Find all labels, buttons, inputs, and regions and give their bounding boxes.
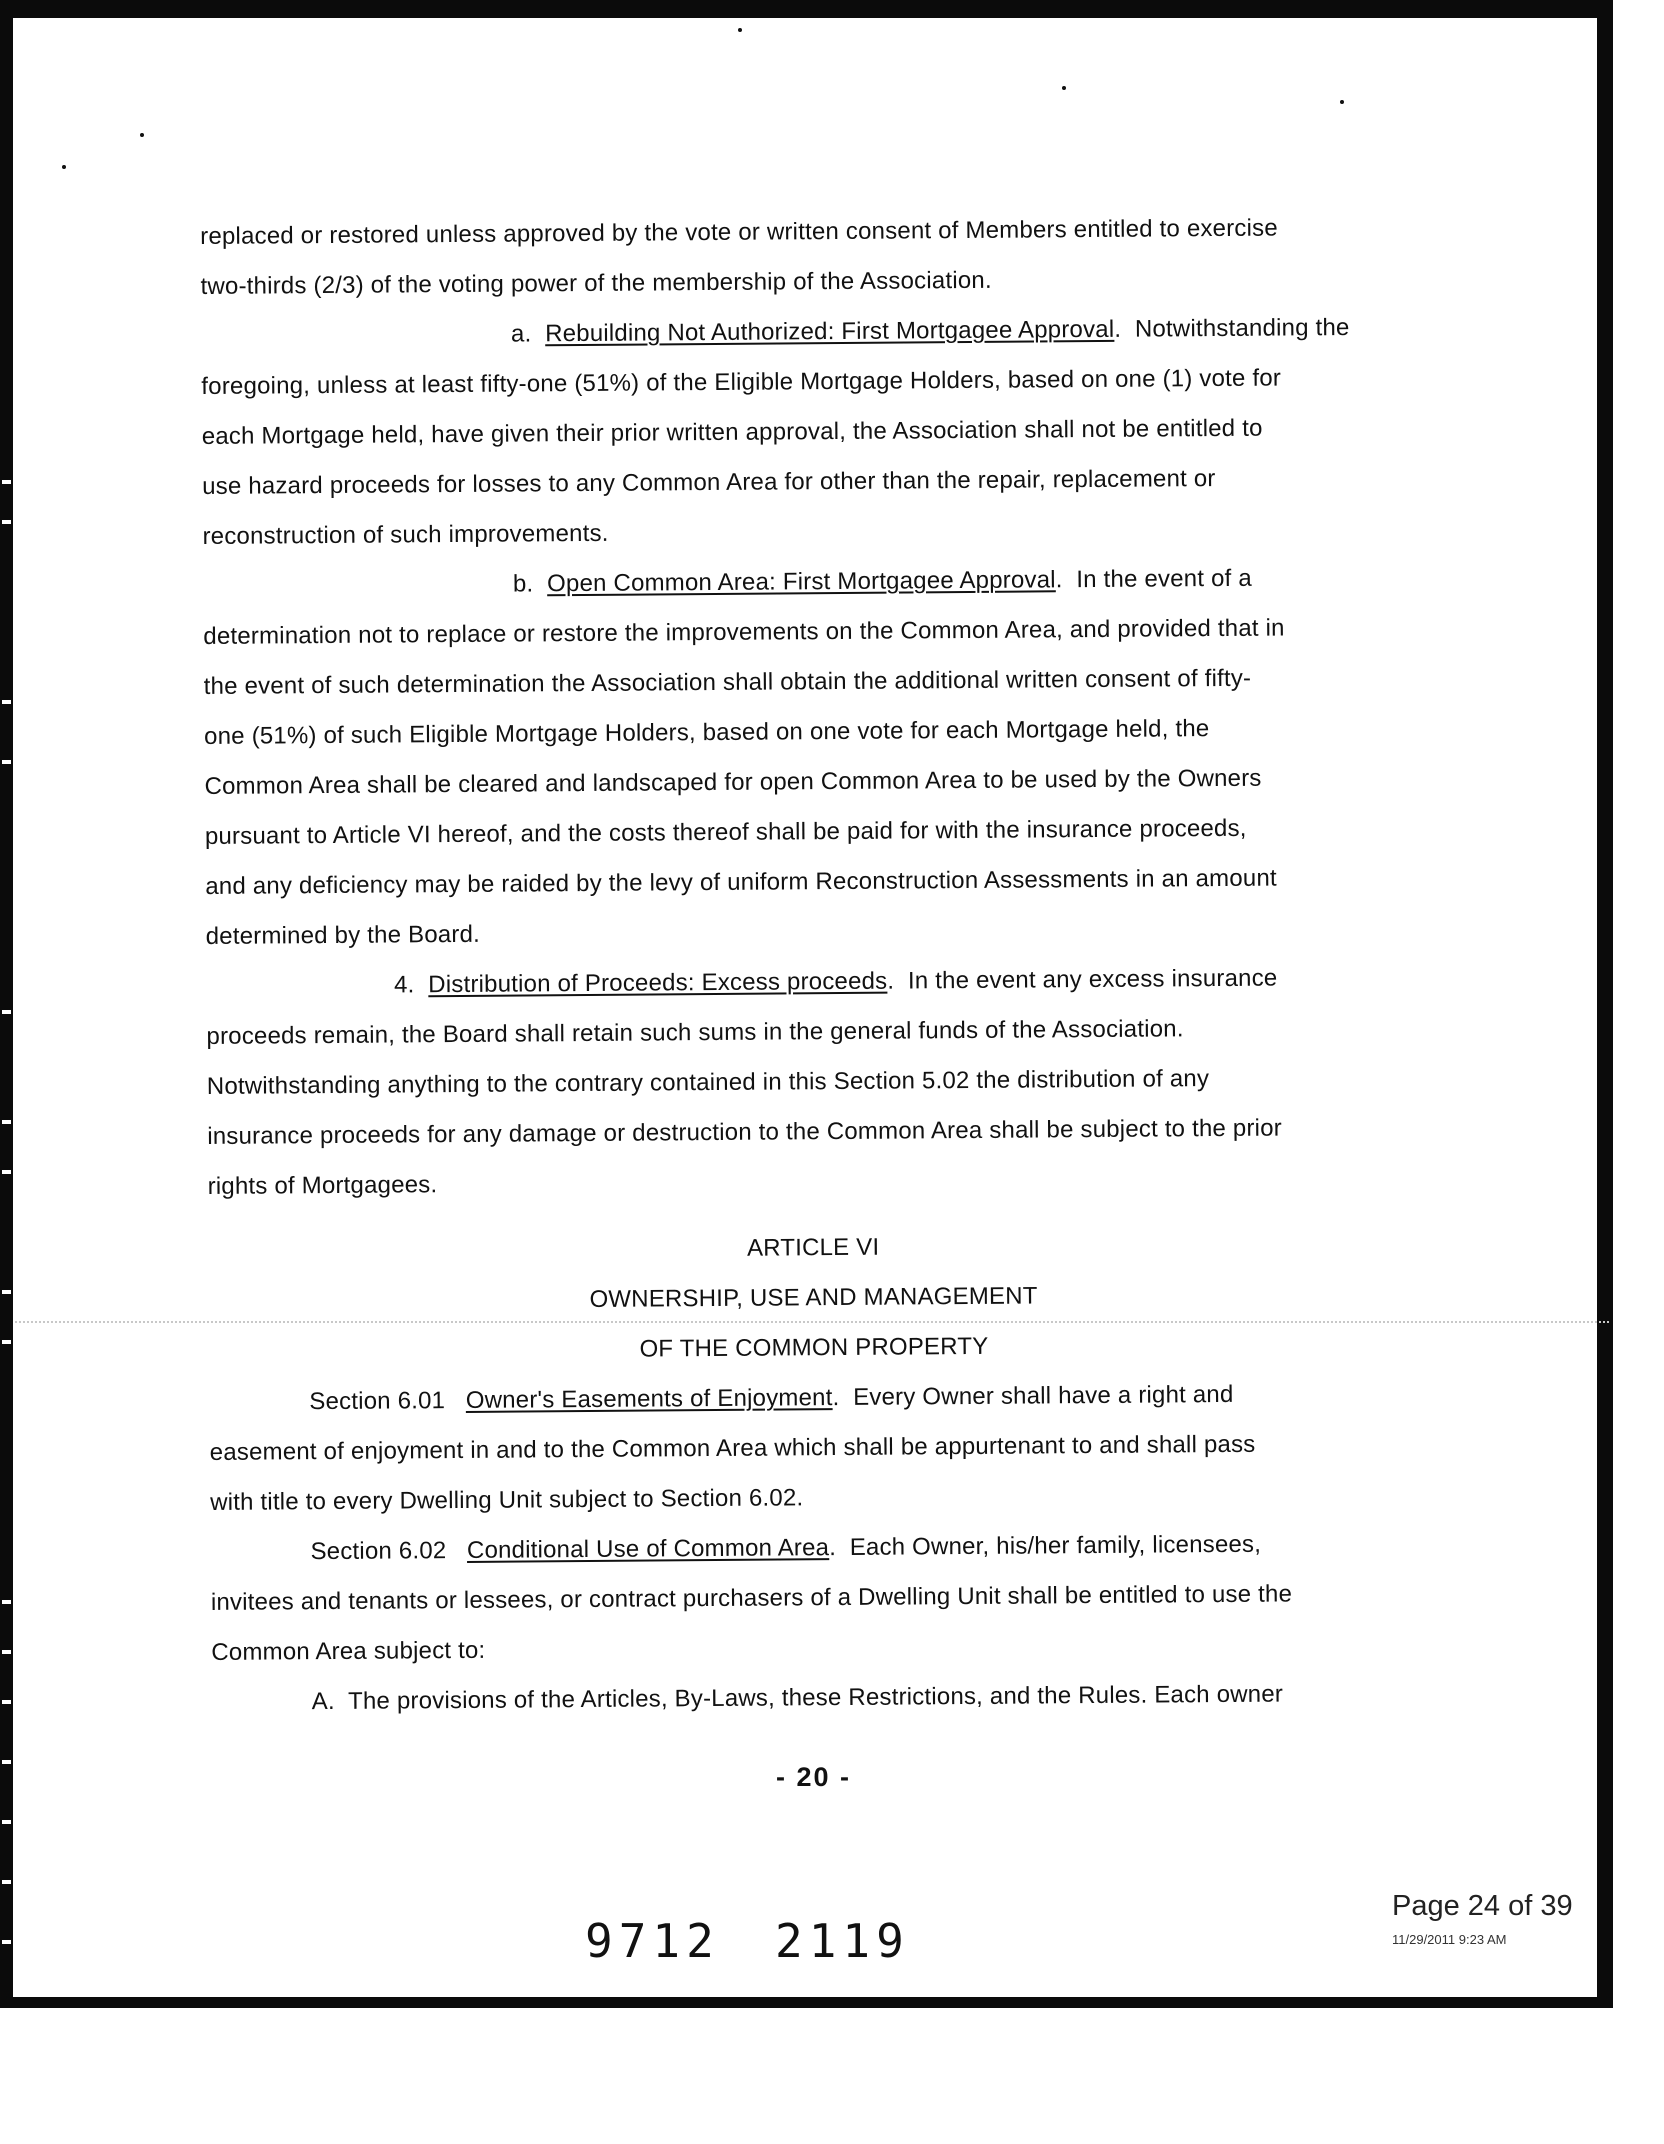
print-timestamp: 11/29/2011 9:23 AM bbox=[1392, 1932, 1507, 1947]
item-b-label: b. bbox=[512, 570, 534, 598]
scan-speck bbox=[738, 28, 742, 32]
body-line: pursuant to Article VI hereof, and the costs thereof shall be paid for with the insurance proceeds, bbox=[204, 814, 1247, 850]
body-line: Notwithstanding anything to the contrary contained in this Section 5.02 the distribution of any bbox=[206, 1065, 1210, 1100]
scan-speck bbox=[1340, 100, 1344, 104]
body-line: use hazard proceeds for losses to any Common Area for other than the repair, replacement or bbox=[202, 465, 1216, 500]
item-4-heading-line: 4. Distribution of Proceeds: Excess proceeds. In the event any excess insurance bbox=[393, 964, 1278, 999]
section-602-heading-line: Section 6.02 Conditional Use of Common Area. Each Owner, his/her family, licensees, bbox=[310, 1530, 1262, 1566]
item-A-text: The provisions of the Articles, By-Laws, these Restrictions, and the Rules. Each owner bbox=[347, 1680, 1284, 1715]
body-line: proceeds remain, the Board shall retain such sums in the general funds of the Association. bbox=[206, 1015, 1184, 1050]
body-line: determined by the Board. bbox=[205, 920, 481, 950]
section-601-lead: Every Owner shall have a right and bbox=[853, 1380, 1234, 1411]
body-line: Common Area subject to: bbox=[211, 1636, 486, 1666]
scan-speck bbox=[1062, 86, 1066, 90]
section-601-title: Owner's Easements of Enjoyment bbox=[465, 1384, 833, 1414]
scan-speck bbox=[62, 165, 66, 169]
item-4-lead: In the event any excess insurance bbox=[907, 964, 1278, 995]
article-title-line2: OF THE COMMON PROPERTY bbox=[639, 1332, 989, 1363]
item-b-title: Open Common Area: First Mortgagee Approval bbox=[546, 566, 1056, 598]
item-a-title: Rebuilding Not Authorized: First Mortgagee Approval bbox=[545, 315, 1115, 348]
scan-speck bbox=[140, 133, 144, 137]
section-602-title: Conditional Use of Common Area bbox=[466, 1534, 830, 1564]
item-a-heading-line: a. Rebuilding Not Authorized: First Mortgagee Approval. Notwithstanding the bbox=[510, 313, 1350, 348]
item-b-lead: In the event of a bbox=[1076, 564, 1252, 594]
item-A-line bbox=[212, 1668, 1422, 1728]
body-line: rights of Mortgagees. bbox=[207, 1171, 438, 1200]
item-A-label: A. bbox=[311, 1687, 335, 1716]
body-line: reconstruction of such improvements. bbox=[202, 519, 609, 550]
article-title-line1: OWNERSHIP, USE AND MANAGEMENT bbox=[589, 1282, 1038, 1313]
body-line: invitees and tenants or lessees, or contract purchasers of a Dwelling Unit shall be entitled to use the bbox=[210, 1580, 1293, 1616]
section-602-number: Section 6.02 bbox=[310, 1537, 447, 1566]
item-a-label: a. bbox=[510, 320, 532, 348]
body-line: insurance proceeds for any damage or destruction to the Common Area shall be subject to the prior bbox=[207, 1114, 1282, 1150]
document-body bbox=[200, 202, 1422, 1727]
section-602-lead: Each Owner, his/her family, licensees, bbox=[849, 1530, 1262, 1561]
body-line: with title to every Dwelling Unit subject to Section 6.02. bbox=[210, 1484, 804, 1516]
article-number: ARTICLE VI bbox=[746, 1233, 880, 1262]
scan-edge-mark-right bbox=[1592, 1050, 1596, 1130]
body-line: two-thirds (2/3) of the voting power of the membership of the Association. bbox=[200, 266, 992, 300]
page-of-counter: Page 24 of 39 bbox=[1392, 1890, 1573, 1922]
body-line: replaced or restored unless approved by the vote or written consent of Members entitled to exercise bbox=[200, 214, 1278, 250]
body-line: and any deficiency may be raided by the levy of uniform Reconstruction Assessments in an amount bbox=[205, 864, 1277, 900]
item-4-label: 4. bbox=[393, 971, 415, 999]
recording-book-number: 9712 bbox=[585, 1914, 720, 1968]
body-line: easement of enjoyment in and to the Common Area which shall be appurtenant to and shall pass bbox=[209, 1430, 1256, 1466]
body-line: Common Area shall be cleared and landscaped for open Common Area to be used by the Owners bbox=[204, 764, 1262, 800]
item-4-title: Distribution of Proceeds: Excess proceeds bbox=[428, 967, 888, 999]
body-line: determination not to replace or restore the improvements on the Common Area, and provided that in bbox=[203, 614, 1285, 650]
item-b-heading-line: b. Open Common Area: First Mortgagee Approval. In the event of a bbox=[512, 564, 1252, 598]
body-line: each Mortgage held, have given their prior written approval, the Association shall not be entitled to bbox=[201, 414, 1263, 450]
recording-page-number: 2119 bbox=[775, 1914, 910, 1968]
scan-edge-marks bbox=[0, 0, 13, 2008]
body-line: one (51%) of such Eligible Mortgage Holders, based on one vote for each Mortgage held, the bbox=[204, 715, 1210, 750]
body-line: foregoing, unless at least fifty-one (51%) of the Eligible Mortgage Holders, based on one (1) vote for bbox=[201, 364, 1282, 400]
scan-fold-line bbox=[15, 1321, 1609, 1323]
item-a-lead: Notwithstanding the bbox=[1134, 313, 1350, 343]
body-line: the event of such determination the Association shall obtain the additional written consent of fifty- bbox=[203, 664, 1252, 700]
section-601-number: Section 6.01 bbox=[309, 1387, 446, 1416]
page-number: - 20 - bbox=[776, 1762, 852, 1792]
section-601-heading-line: Section 6.01 Owner's Easements of Enjoyment. Every Owner shall have a right and bbox=[309, 1380, 1234, 1416]
